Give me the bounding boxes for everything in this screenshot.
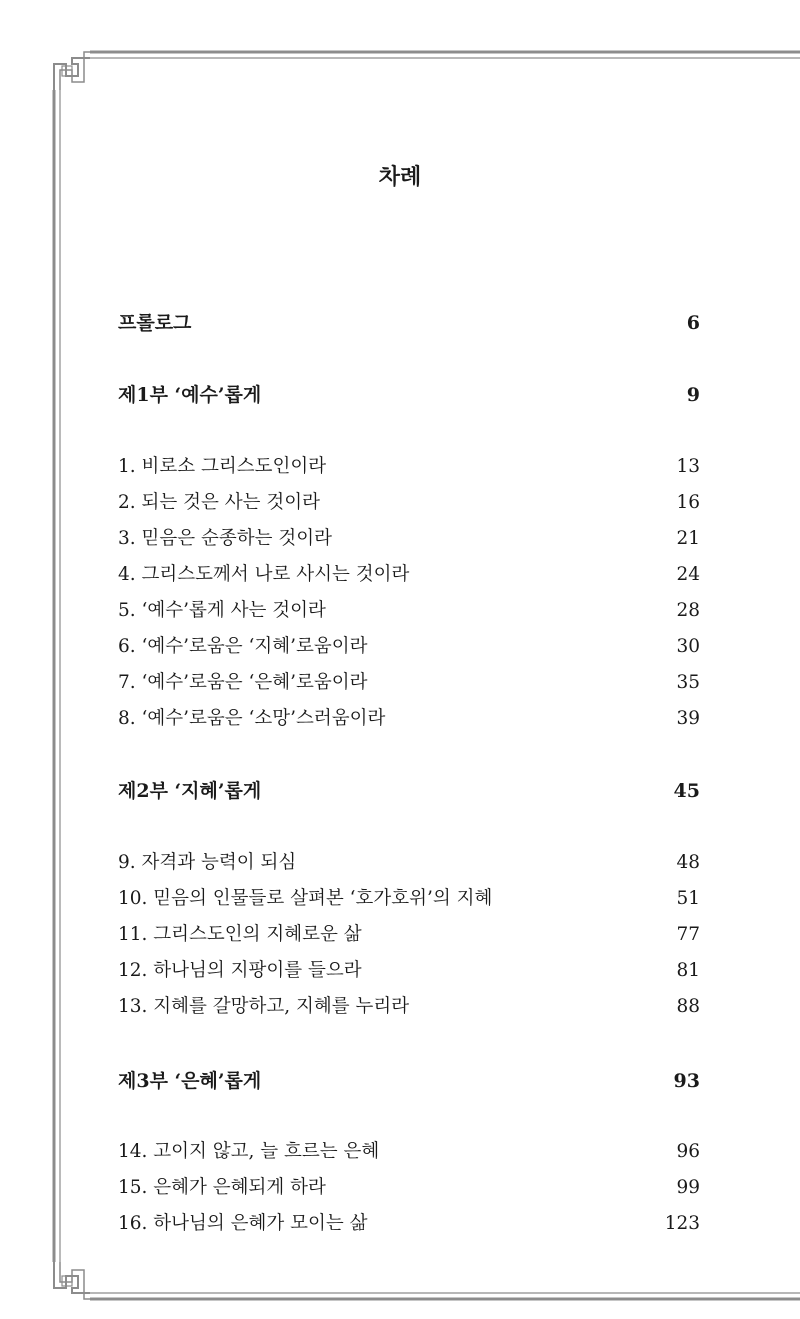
entry-label: 제3부 ‘은혜’롭게 <box>118 1070 262 1092</box>
toc-chapter[interactable] <box>118 1137 700 1163</box>
entry-label: 5. ‘예수’롭게 사는 것이라 <box>118 600 326 621</box>
toc-part-2[interactable] <box>118 776 700 803</box>
entry-label: 15. 은혜가 은혜되게 하라 <box>118 1177 326 1198</box>
toc-chapter[interactable] <box>118 992 700 1018</box>
entry-page: 88 <box>676 996 700 1017</box>
entry-label: 6. ‘예수’로움은 ‘지혜’로움이라 <box>118 636 368 657</box>
entry-page: 45 <box>673 780 700 802</box>
entry-page: 123 <box>664 1213 700 1234</box>
toc-chapter[interactable] <box>118 632 700 658</box>
entry-label: 8. ‘예수’로움은 ‘소망’스러움이라 <box>118 708 386 729</box>
entry-label: 14. 고이지 않고, 늘 흐르는 은혜 <box>118 1141 380 1162</box>
entry-page: 96 <box>676 1141 700 1162</box>
entry-page: 6 <box>686 312 700 334</box>
entry-label: 7. ‘예수’로움은 ‘은혜’로움이라 <box>118 672 368 693</box>
entry-page: 51 <box>676 888 700 909</box>
toc-chapter[interactable] <box>118 488 700 514</box>
toc-chapter[interactable] <box>118 920 700 946</box>
entry-page: 48 <box>676 852 700 873</box>
entry-label: 4. 그리스도께서 나로 사시는 것이라 <box>118 564 410 585</box>
entry-page: 35 <box>676 672 700 693</box>
entry-label: 1. 비로소 그리스도인이라 <box>118 456 327 477</box>
toc-chapter[interactable] <box>118 956 700 982</box>
entry-label: 9. 자격과 능력이 되심 <box>118 852 297 873</box>
entry-page: 30 <box>676 636 700 657</box>
toc-chapter[interactable] <box>118 452 700 478</box>
entry-page: 81 <box>676 960 700 981</box>
entry-label: 2. 되는 것은 사는 것이라 <box>118 492 321 513</box>
entry-page: 39 <box>676 708 700 729</box>
entry-label: 12. 하나님의 지팡이를 들으라 <box>118 960 362 981</box>
entry-page: 28 <box>676 600 700 621</box>
entry-label: 프롤로그 <box>118 312 192 334</box>
entry-page: 9 <box>686 384 700 406</box>
entry-label: 13. 지혜를 갈망하고, 지혜를 누리라 <box>118 996 410 1017</box>
entry-label: 제1부 ‘예수’롭게 <box>118 384 262 406</box>
entry-label: 16. 하나님의 은혜가 모이는 삶 <box>118 1213 368 1234</box>
toc-chapter[interactable] <box>118 524 700 550</box>
toc-chapter[interactable] <box>118 848 700 874</box>
entry-label: 3. 믿음은 순종하는 것이라 <box>118 528 333 549</box>
entry-page: 21 <box>676 528 700 549</box>
entry-label: 10. 믿음의 인물들로 살펴본 ‘호가호위’의 지혜 <box>118 888 493 909</box>
toc-chapter[interactable] <box>118 560 700 586</box>
entry-page: 99 <box>676 1177 700 1198</box>
toc-chapter[interactable] <box>118 1173 700 1199</box>
entry-label: 11. 그리스도인의 지혜로운 삶 <box>118 924 362 945</box>
toc-chapter[interactable] <box>118 668 700 694</box>
entry-page: 13 <box>676 456 700 477</box>
entry-page: 24 <box>676 564 700 585</box>
entry-page: 93 <box>673 1070 700 1092</box>
toc-chapter[interactable] <box>118 1209 700 1235</box>
entry-page: 16 <box>676 492 700 513</box>
entry-page: 77 <box>676 924 700 945</box>
entry-label: 제2부 ‘지혜’롭게 <box>118 780 262 802</box>
toc-part-3[interactable] <box>118 1066 700 1093</box>
toc-chapter[interactable] <box>118 704 700 730</box>
toc-chapter[interactable] <box>118 596 700 622</box>
toc-part-1[interactable] <box>118 380 700 407</box>
toc-chapter[interactable] <box>118 884 700 910</box>
toc-prologue[interactable] <box>118 308 700 335</box>
toc-title: 차례 <box>378 164 422 190</box>
